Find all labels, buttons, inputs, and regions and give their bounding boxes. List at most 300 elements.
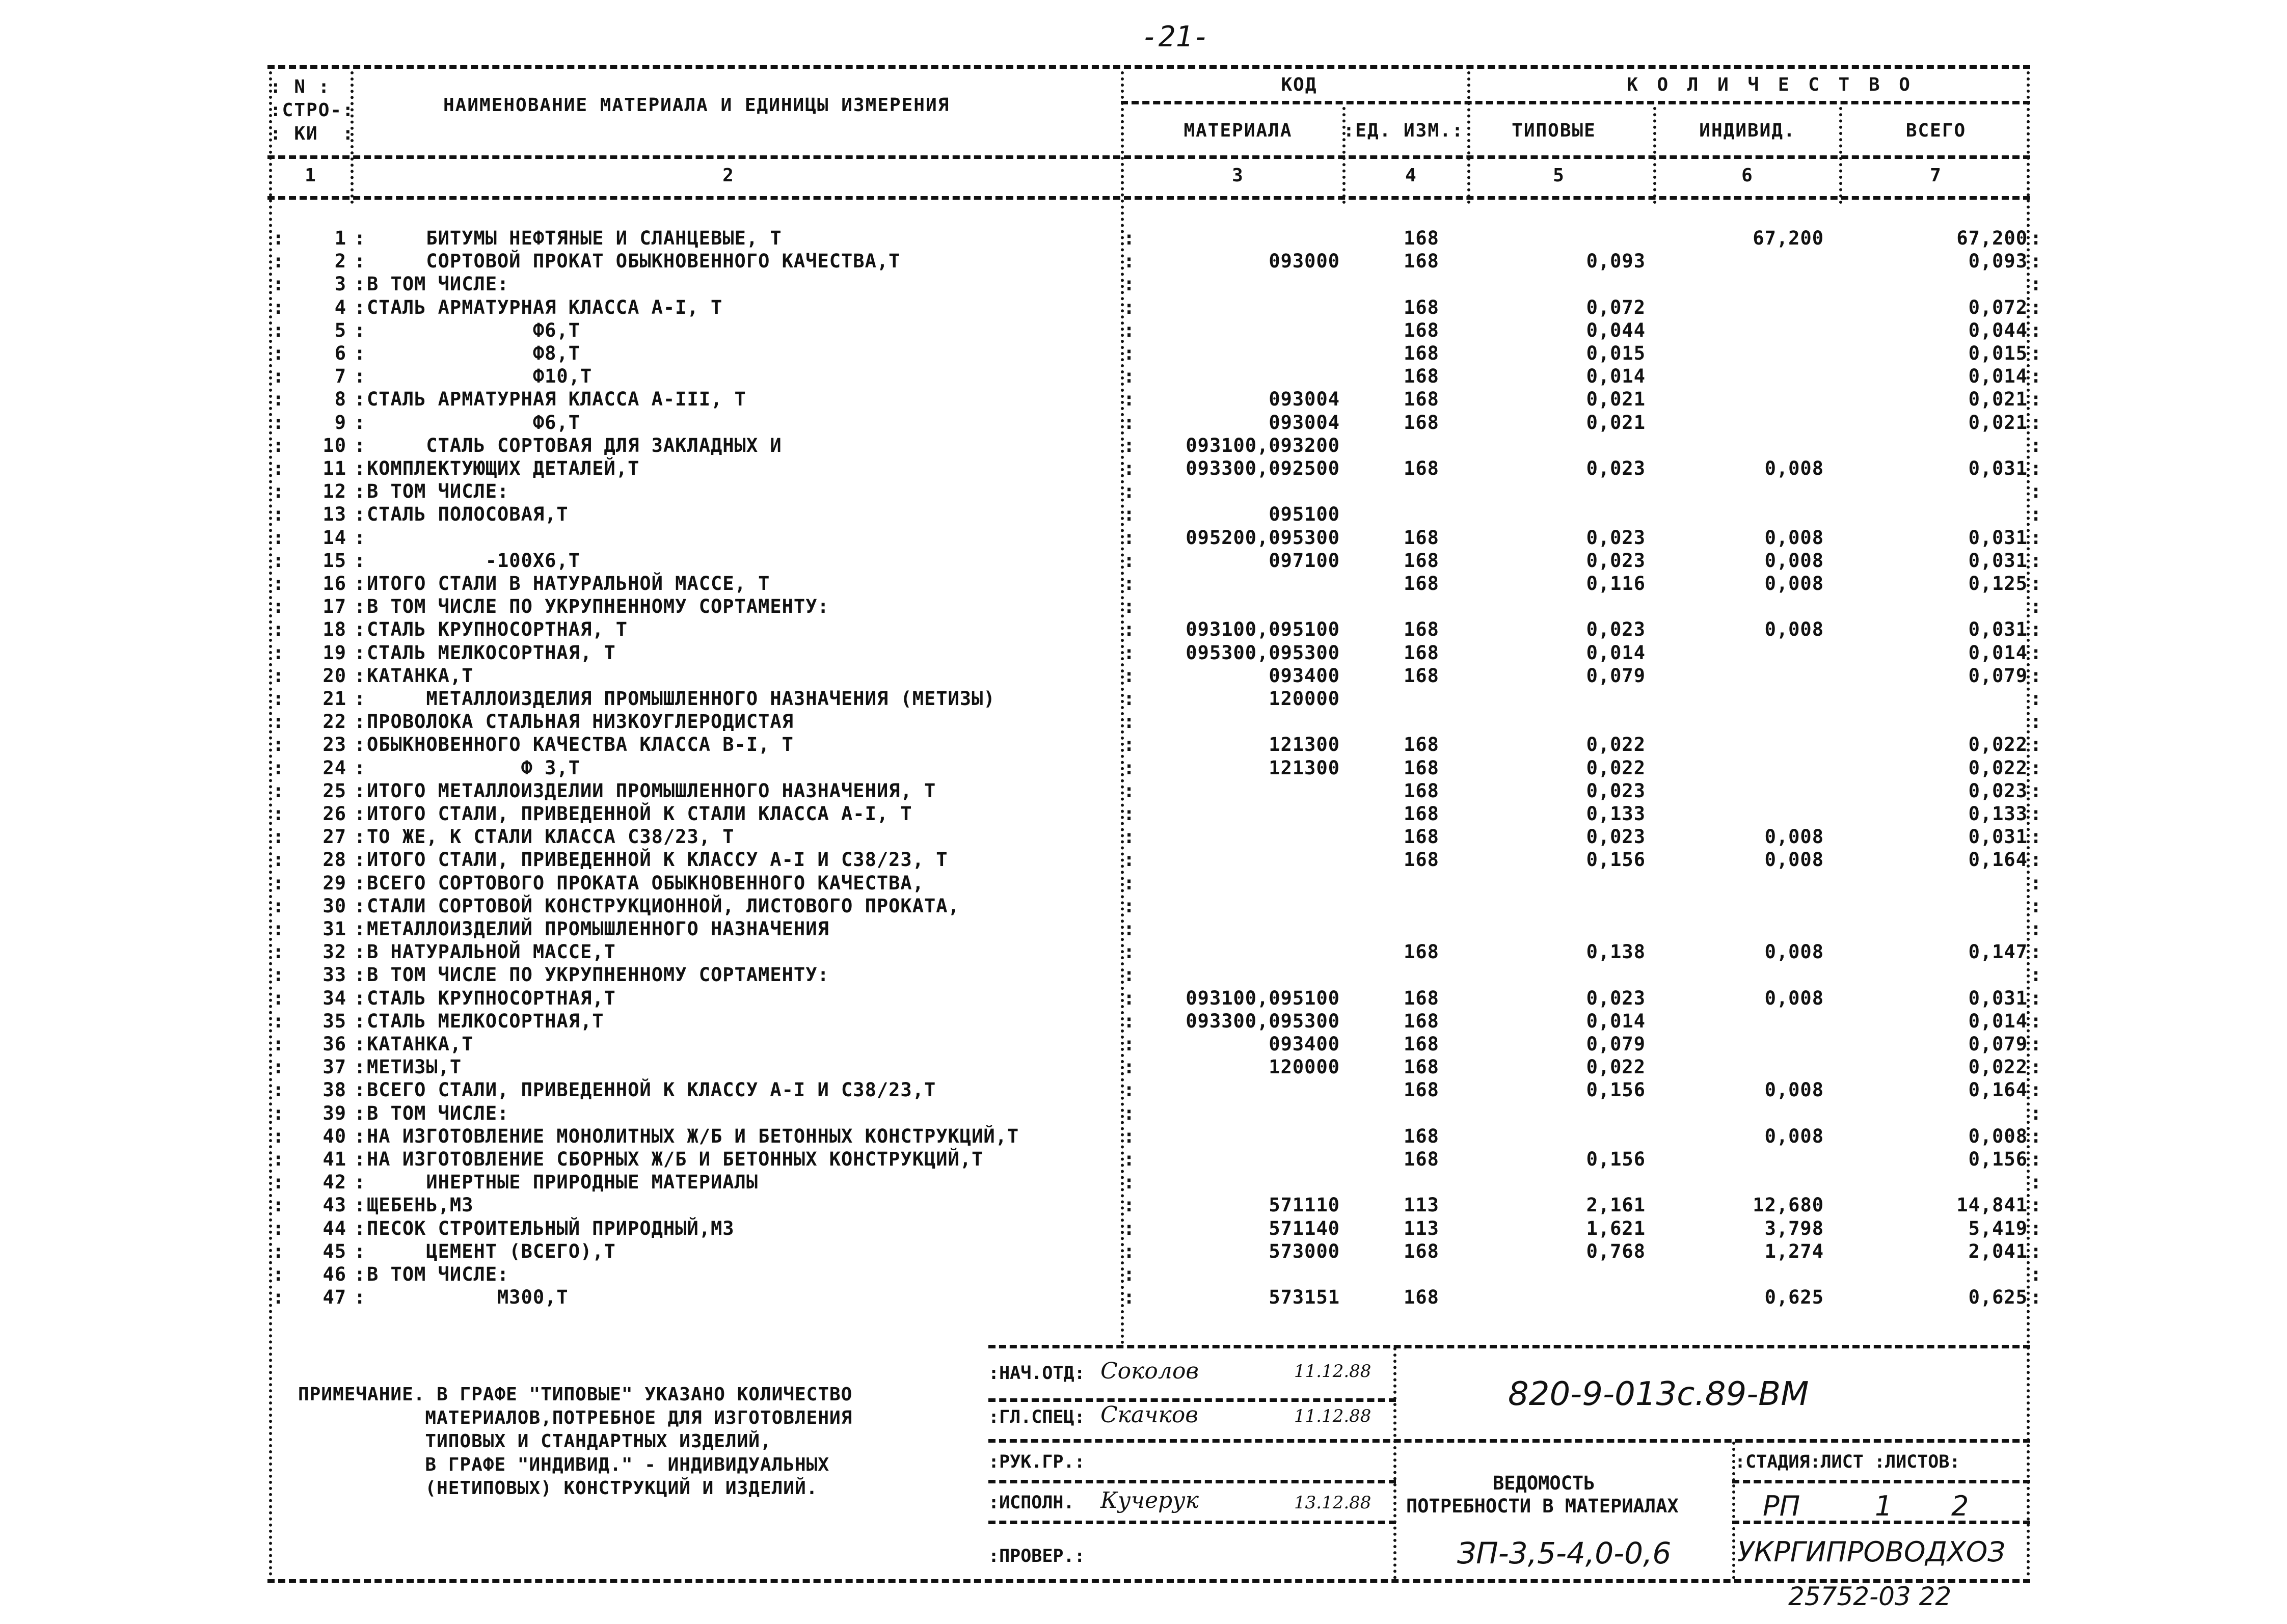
column-separator: : bbox=[2030, 296, 2042, 318]
column-separator: : bbox=[2030, 1286, 2042, 1309]
tb-rule-1 bbox=[988, 1398, 1396, 1402]
qty-individual: 0,008 bbox=[1764, 457, 1824, 479]
column-separator: : bbox=[273, 1056, 285, 1078]
column-separator: : bbox=[2030, 1171, 2042, 1194]
material-code: 093004 bbox=[1269, 411, 1340, 434]
column-separator: : bbox=[354, 365, 366, 388]
column-separator: : bbox=[2030, 1079, 2042, 1101]
row-number: 27 bbox=[322, 826, 346, 848]
column-separator: : bbox=[1123, 664, 1136, 687]
column-separator: : bbox=[1123, 388, 1136, 411]
column-separator: : bbox=[2030, 227, 2042, 249]
column-separator: : bbox=[273, 688, 285, 710]
header-rule-2 bbox=[267, 155, 2030, 159]
column-separator: : bbox=[354, 526, 366, 549]
column-separator: : bbox=[1123, 250, 1136, 273]
column-separator: : bbox=[1123, 895, 1136, 917]
row-number: 20 bbox=[322, 664, 346, 687]
unit-code: 168 bbox=[1404, 941, 1439, 963]
column-separator: : bbox=[1123, 918, 1136, 940]
column-separator: : bbox=[273, 1263, 285, 1285]
column-separator: : bbox=[354, 1171, 366, 1194]
qty-total: 0,133 bbox=[1968, 803, 2028, 825]
column-separator: : bbox=[2030, 1194, 2042, 1216]
material-code: 095100 bbox=[1269, 503, 1340, 526]
header-col-no: : N : :СТРО-: : КИ : bbox=[270, 76, 355, 144]
sheet-value: 1 bbox=[1875, 1490, 1893, 1522]
unit-code: 168 bbox=[1404, 1286, 1439, 1309]
archive-number: 25752-03 22 bbox=[1788, 1582, 1952, 1611]
row-number: 45 bbox=[322, 1240, 346, 1262]
material-name: СОРТОВОЙ ПРОКАТ ОБЫКНОВЕННОГО КАЧЕСТВА,Т bbox=[367, 250, 901, 273]
column-separator: : bbox=[354, 1079, 366, 1101]
row-number: 43 bbox=[322, 1194, 346, 1216]
column-separator: : bbox=[354, 1217, 366, 1239]
column-separator: : bbox=[354, 273, 366, 295]
column-separator: : bbox=[354, 296, 366, 318]
column-separator: : bbox=[273, 549, 285, 572]
row-number: 19 bbox=[322, 641, 346, 664]
column-separator: : bbox=[354, 664, 366, 687]
column-separator: : bbox=[273, 1033, 285, 1055]
column-separator: : bbox=[1123, 549, 1136, 572]
material-name: МЕТАЛЛОИЗДЕЛИЙ ПРОМЫШЛЕННОГО НАЗНАЧЕНИЯ bbox=[367, 918, 829, 940]
material-name: СТАЛЬ ПОЛОСОВАЯ,Т bbox=[367, 503, 569, 526]
qty-total: 0,014 bbox=[1968, 1010, 2028, 1032]
column-separator: : bbox=[273, 250, 285, 273]
column-separator: : bbox=[2030, 641, 2042, 664]
row-number: 33 bbox=[322, 964, 346, 986]
column-separator: : bbox=[273, 872, 285, 894]
column-separator: : bbox=[273, 918, 285, 940]
column-separator: : bbox=[273, 503, 285, 526]
material-name: Ф6,Т bbox=[367, 319, 580, 341]
column-separator: : bbox=[2030, 573, 2042, 594]
column-separator: : bbox=[2030, 480, 2042, 503]
row-number: 3 bbox=[334, 273, 346, 295]
note-line-1: ПРИМЕЧАНИЕ. В ГРАФЕ "ТИПОВЫЕ" УКАЗАНО КОЛИЧЕСТВО bbox=[298, 1384, 853, 1405]
unit-code: 168 bbox=[1404, 803, 1439, 825]
material-code: 093100,095100 bbox=[1186, 987, 1340, 1009]
row-number: 15 bbox=[322, 549, 346, 572]
column-separator: : bbox=[354, 688, 366, 710]
column-separator: : bbox=[273, 734, 285, 756]
header-col-unit: :ЕД. ИЗМ.: bbox=[1343, 120, 1464, 141]
qty-typical: 0,022 bbox=[1586, 756, 1646, 779]
column-separator: : bbox=[273, 1240, 285, 1262]
material-name: МЕТИЗЫ,Т bbox=[367, 1056, 462, 1078]
material-code: 097100 bbox=[1269, 549, 1340, 572]
qty-total: 0,008 bbox=[1968, 1125, 2028, 1147]
column-separator: : bbox=[2030, 688, 2042, 710]
column-separator: : bbox=[354, 964, 366, 986]
column-separator: : bbox=[2030, 618, 2042, 641]
qty-total: 0,031 bbox=[1968, 549, 2028, 572]
column-separator: : bbox=[354, 918, 366, 940]
row-number: 9 bbox=[334, 411, 346, 434]
column-separator: : bbox=[273, 1125, 285, 1147]
column-separator: : bbox=[1123, 227, 1136, 249]
column-separator: : bbox=[273, 964, 285, 986]
unit-code: 168 bbox=[1404, 296, 1439, 318]
column-separator: : bbox=[2030, 711, 2042, 733]
qty-total: 0,021 bbox=[1968, 388, 2028, 411]
row-number: 36 bbox=[322, 1033, 346, 1055]
column-separator: : bbox=[273, 457, 285, 479]
qty-typical: 0,133 bbox=[1586, 803, 1646, 825]
unit-code: 168 bbox=[1404, 618, 1439, 641]
material-name: Ф6,Т bbox=[367, 411, 580, 434]
qty-typical: 2,161 bbox=[1586, 1194, 1646, 1216]
unit-code: 168 bbox=[1404, 849, 1439, 871]
column-separator: : bbox=[1123, 1240, 1136, 1262]
material-name: ИТОГО СТАЛИ В НАТУРАЛЬНОЙ МАССЕ, Т bbox=[367, 573, 770, 594]
qty-total: 0,015 bbox=[1968, 342, 2028, 364]
material-name: В ТОМ ЧИСЛЕ: bbox=[367, 1102, 509, 1124]
column-separator: : bbox=[1123, 803, 1136, 825]
material-name: ПРОВОЛОКА СТАЛЬНАЯ НИЗКОУГЛЕРОДИСТАЯ bbox=[367, 711, 794, 733]
tb-rule-5 bbox=[988, 1521, 1396, 1524]
column-separator: : bbox=[354, 941, 366, 963]
unit-code: 168 bbox=[1404, 756, 1439, 779]
column-separator: : bbox=[2030, 734, 2042, 756]
column-separator: : bbox=[1123, 1125, 1136, 1147]
qty-individual: 1,274 bbox=[1764, 1240, 1824, 1262]
qty-total: 0,014 bbox=[1968, 641, 2028, 664]
column-separator: : bbox=[2030, 826, 2042, 848]
qty-individual: 0,008 bbox=[1764, 941, 1824, 963]
material-name: В ТОМ ЧИСЛЕ: bbox=[367, 273, 509, 295]
column-separator: : bbox=[2030, 434, 2042, 456]
column-separator: : bbox=[2030, 987, 2042, 1009]
qty-typical: 0,014 bbox=[1586, 641, 1646, 664]
column-separator: : bbox=[354, 596, 366, 618]
qty-typical: 0,023 bbox=[1586, 526, 1646, 549]
qty-typical: 0,021 bbox=[1586, 411, 1646, 434]
qty-total: 0,031 bbox=[1968, 987, 2028, 1009]
qty-total: 0,079 bbox=[1968, 1033, 2028, 1055]
gl-spec-label: :ГЛ.СПЕЦ: bbox=[988, 1407, 1085, 1427]
column-separator: : bbox=[1123, 319, 1136, 341]
qty-typical: 0,079 bbox=[1586, 664, 1646, 687]
unit-code: 168 bbox=[1404, 342, 1439, 364]
qty-individual: 0,008 bbox=[1764, 549, 1824, 572]
column-separator: : bbox=[354, 1125, 366, 1147]
row-number: 21 bbox=[322, 688, 346, 710]
header-col-material: МАТЕРИАЛА bbox=[1183, 120, 1293, 141]
nach-otd-label: :НАЧ.ОТД: bbox=[988, 1363, 1085, 1384]
material-name: ОБЫКНОВЕННОГО КАЧЕСТВА КЛАССА В-I, Т bbox=[367, 734, 794, 756]
row-number: 14 bbox=[322, 526, 346, 549]
header-num-4: 4 bbox=[1405, 165, 1417, 186]
qty-individual: 0,008 bbox=[1764, 526, 1824, 549]
material-code: 093100,095100 bbox=[1186, 618, 1340, 641]
qty-total: 0,022 bbox=[1968, 756, 2028, 779]
column-separator: : bbox=[1123, 849, 1136, 871]
column-separator: : bbox=[2030, 342, 2042, 364]
row-number: 32 bbox=[322, 941, 346, 963]
sheet-title-2: ПОТРЕБНОСТИ В МАТЕРИАЛАХ bbox=[1406, 1495, 1679, 1517]
qty-typical: 0,022 bbox=[1586, 734, 1646, 756]
row-number: 17 bbox=[322, 596, 346, 618]
row-number: 35 bbox=[322, 1010, 346, 1032]
column-separator: : bbox=[1123, 1286, 1136, 1309]
qty-individual: 0,008 bbox=[1764, 849, 1824, 871]
column-separator: : bbox=[354, 503, 366, 526]
header-group-code: КОД bbox=[1281, 74, 1317, 95]
material-name: ТО ЖЕ, К СТАЛИ КЛАССА С38/23, Т bbox=[367, 826, 735, 848]
material-code: 121300 bbox=[1269, 756, 1340, 779]
row-number: 39 bbox=[322, 1102, 346, 1124]
unit-code: 168 bbox=[1404, 319, 1439, 341]
note-line-5: (НЕТИПОВЫХ) КОНСТРУКЦИЙ И ИЗДЕЛИЙ. bbox=[298, 1478, 818, 1499]
column-separator: : bbox=[1123, 987, 1136, 1009]
qty-total: 0,031 bbox=[1968, 526, 2028, 549]
column-separator: : bbox=[354, 411, 366, 434]
row-number: 10 bbox=[322, 434, 346, 456]
row-number: 18 bbox=[322, 618, 346, 641]
material-code: 121300 bbox=[1269, 734, 1340, 756]
column-separator: : bbox=[354, 388, 366, 411]
column-separator: : bbox=[1123, 596, 1136, 618]
row-number: 7 bbox=[334, 365, 346, 388]
material-code: 095200,095300 bbox=[1186, 526, 1340, 549]
row-number: 31 bbox=[322, 918, 346, 940]
unit-code: 168 bbox=[1404, 549, 1439, 572]
column-separator: : bbox=[2030, 1125, 2042, 1147]
material-name: ИТОГО СТАЛИ, ПРИВЕДЕННОЙ К КЛАССУ А-I И С38/23, Т bbox=[367, 849, 948, 871]
qty-typical: 0,044 bbox=[1586, 319, 1646, 341]
sep-ind-tot bbox=[1839, 107, 1842, 204]
header-rule-3 bbox=[267, 196, 2030, 200]
column-separator: : bbox=[354, 711, 366, 733]
column-separator: : bbox=[354, 319, 366, 341]
unit-code: 168 bbox=[1404, 526, 1439, 549]
material-code: 571140 bbox=[1269, 1217, 1340, 1239]
sheet-title-1: ВЕДОМОСТЬ bbox=[1493, 1472, 1595, 1494]
material-name: МЕТАЛЛОИЗДЕЛИЯ ПРОМЫШЛЕННОГО НАЗНАЧЕНИЯ (МЕТИЗЫ) bbox=[367, 688, 995, 710]
column-separator: : bbox=[2030, 1033, 2042, 1055]
qty-total: 0,031 bbox=[1968, 457, 2028, 479]
qty-typical: 0,023 bbox=[1586, 618, 1646, 641]
column-separator: : bbox=[2030, 503, 2042, 526]
gl-spec-signature: Скачков bbox=[1100, 1402, 1198, 1428]
column-separator: : bbox=[1123, 434, 1136, 456]
column-separator: : bbox=[1123, 296, 1136, 318]
column-separator: : bbox=[354, 227, 366, 249]
tb-sep-1 bbox=[1393, 1347, 1396, 1579]
material-code: 093300,092500 bbox=[1186, 457, 1340, 479]
column-separator: : bbox=[273, 365, 285, 388]
material-code: 573000 bbox=[1269, 1240, 1340, 1262]
header-num-5: 5 bbox=[1553, 165, 1565, 186]
column-separator: : bbox=[1123, 1033, 1136, 1055]
material-code: 093400 bbox=[1269, 664, 1340, 687]
column-separator: : bbox=[1123, 1056, 1136, 1078]
column-separator: : bbox=[2030, 1263, 2042, 1285]
column-separator: : bbox=[1123, 641, 1136, 664]
column-separator: : bbox=[1123, 756, 1136, 779]
column-separator: : bbox=[273, 1102, 285, 1124]
column-separator: : bbox=[354, 779, 366, 802]
qty-typical: 0,021 bbox=[1586, 388, 1646, 411]
column-separator: : bbox=[354, 1148, 366, 1170]
column-separator: : bbox=[2030, 273, 2042, 295]
qty-individual: 0,008 bbox=[1764, 1079, 1824, 1101]
row-number: 34 bbox=[322, 987, 346, 1009]
qty-typical: 0,079 bbox=[1586, 1033, 1646, 1055]
qty-individual: 3,798 bbox=[1764, 1217, 1824, 1239]
column-separator: : bbox=[1123, 779, 1136, 802]
qty-total: 14,841 bbox=[1956, 1194, 2028, 1216]
qty-individual: 0,008 bbox=[1764, 1125, 1824, 1147]
row-number: 11 bbox=[322, 457, 346, 479]
column-separator: : bbox=[273, 756, 285, 779]
page-bottom-rule bbox=[267, 1579, 2030, 1583]
material-name: КАТАНКА,Т bbox=[367, 664, 474, 687]
column-separator: : bbox=[273, 342, 285, 364]
material-name: В ТОМ ЧИСЛЕ: bbox=[367, 480, 509, 503]
column-separator: : bbox=[354, 434, 366, 456]
column-separator: : bbox=[354, 1240, 366, 1262]
qty-typical: 0,014 bbox=[1586, 365, 1646, 388]
row-number: 8 bbox=[334, 388, 346, 411]
column-separator: : bbox=[1123, 1102, 1136, 1124]
header-mid-rule bbox=[1121, 101, 2030, 104]
column-separator: : bbox=[2030, 872, 2042, 894]
material-name: М300,Т bbox=[367, 1286, 569, 1309]
column-separator: : bbox=[2030, 1240, 2042, 1262]
column-separator: : bbox=[273, 618, 285, 641]
column-separator: : bbox=[1123, 411, 1136, 434]
material-code: 120000 bbox=[1269, 688, 1340, 710]
qty-total: 0,031 bbox=[1968, 826, 2028, 848]
row-number: 44 bbox=[322, 1217, 346, 1239]
material-name: СТАЛЬ МЕЛКОСОРТНАЯ,Т bbox=[367, 1010, 604, 1032]
column-separator: : bbox=[273, 641, 285, 664]
note-line-2: МАТЕРИАЛОВ,ПОТРЕБНОЕ ДЛЯ ИЗГОТОВЛЕНИЯ bbox=[298, 1408, 853, 1428]
qty-total: 2,041 bbox=[1968, 1240, 2028, 1262]
sep-typ-ind bbox=[1653, 107, 1656, 204]
column-separator: : bbox=[354, 618, 366, 641]
column-separator: : bbox=[354, 250, 366, 273]
column-separator: : bbox=[1123, 1010, 1136, 1032]
ispoln-signature: Кучерук bbox=[1100, 1487, 1199, 1513]
qty-total: 0,164 bbox=[1968, 1079, 2028, 1101]
qty-total: 0,023 bbox=[1968, 779, 2028, 802]
column-separator: : bbox=[1123, 573, 1136, 594]
qty-typical: 0,023 bbox=[1586, 779, 1646, 802]
column-separator: : bbox=[1123, 273, 1136, 295]
column-separator: : bbox=[273, 1171, 285, 1194]
column-separator: : bbox=[1123, 1171, 1136, 1194]
column-separator: : bbox=[2030, 941, 2042, 963]
unit-code: 168 bbox=[1404, 1033, 1439, 1055]
unit-code: 168 bbox=[1404, 641, 1439, 664]
column-separator: : bbox=[1123, 1217, 1136, 1239]
material-name: СТАЛЬ МЕЛКОСОРТНАЯ, Т bbox=[367, 641, 616, 664]
column-separator: : bbox=[2030, 1148, 2042, 1170]
column-separator: : bbox=[354, 734, 366, 756]
material-name: Ф10,Т bbox=[367, 365, 593, 388]
stage-header: :СТАДИЯ:ЛИСТ :ЛИСТОВ: bbox=[1735, 1452, 1960, 1472]
column-separator: : bbox=[2030, 1102, 2042, 1124]
document-code: 820-9-013с.89-ВМ bbox=[1508, 1375, 1809, 1413]
row-number: 13 bbox=[322, 503, 346, 526]
header-top-rule bbox=[267, 65, 2030, 69]
material-name: В ТОМ ЧИСЛЕ ПО УКРУПНЕННОМУ СОРТАМЕНТУ: bbox=[367, 596, 829, 618]
column-separator: : bbox=[1123, 941, 1136, 963]
material-name: СТАЛЬ АРМАТУРНАЯ КЛАССА А-I, Т bbox=[367, 296, 723, 318]
material-code: 093004 bbox=[1269, 388, 1340, 411]
qty-typical: 0,768 bbox=[1586, 1240, 1646, 1262]
column-separator: : bbox=[2030, 803, 2042, 825]
column-separator: : bbox=[2030, 596, 2042, 618]
column-separator: : bbox=[1123, 457, 1136, 479]
table-bottom-rule bbox=[988, 1345, 2030, 1348]
row-number: 38 bbox=[322, 1079, 346, 1101]
material-name: ПЕСОК СТРОИТЕЛЬНЫЙ ПРИРОДНЫЙ,М3 bbox=[367, 1217, 735, 1239]
unit-code: 168 bbox=[1404, 227, 1439, 249]
qty-total: 0,125 bbox=[1968, 573, 2028, 594]
column-separator: : bbox=[273, 987, 285, 1009]
qty-typical: 0,156 bbox=[1586, 1148, 1646, 1170]
qty-typical: 0,023 bbox=[1586, 457, 1646, 479]
unit-code: 113 bbox=[1404, 1217, 1439, 1239]
column-separator: : bbox=[354, 895, 366, 917]
qty-typical: 0,138 bbox=[1586, 941, 1646, 963]
row-number: 40 bbox=[322, 1125, 346, 1147]
column-separator: : bbox=[354, 573, 366, 594]
qty-typical: 0,023 bbox=[1586, 549, 1646, 572]
column-separator: : bbox=[1123, 711, 1136, 733]
column-separator: : bbox=[2030, 779, 2042, 802]
material-code: 093400 bbox=[1269, 1033, 1340, 1055]
column-separator: : bbox=[273, 779, 285, 802]
column-separator: : bbox=[273, 1079, 285, 1101]
column-separator: : bbox=[2030, 1217, 2042, 1239]
qty-typical: 0,116 bbox=[1586, 573, 1646, 594]
column-separator: : bbox=[1123, 342, 1136, 364]
nach-otd-date: 11.12.88 bbox=[1294, 1361, 1371, 1382]
row-number: 5 bbox=[334, 319, 346, 341]
qty-total: 0,093 bbox=[1968, 250, 2028, 273]
column-separator: : bbox=[273, 826, 285, 848]
row-number: 25 bbox=[322, 779, 346, 802]
column-separator: : bbox=[1123, 1263, 1136, 1285]
column-separator: : bbox=[354, 1102, 366, 1124]
qty-typical: 0,023 bbox=[1586, 826, 1646, 848]
header-num-3: 3 bbox=[1232, 165, 1244, 186]
column-separator: : bbox=[354, 549, 366, 572]
column-separator: : bbox=[1123, 872, 1136, 894]
column-separator: : bbox=[354, 1010, 366, 1032]
column-separator: : bbox=[354, 342, 366, 364]
qty-total: 0,014 bbox=[1968, 365, 2028, 388]
qty-individual: 0,008 bbox=[1764, 573, 1824, 594]
column-separator: : bbox=[273, 434, 285, 456]
material-name: Ф8,Т bbox=[367, 342, 580, 364]
material-name: В НАТУРАЛЬНОЙ МАССЕ,Т bbox=[367, 941, 616, 963]
material-code: 095300,095300 bbox=[1186, 641, 1340, 664]
nach-otd-signature: Соколов bbox=[1100, 1358, 1199, 1384]
column-separator: : bbox=[273, 1286, 285, 1309]
column-separator: : bbox=[273, 849, 285, 871]
column-separator: : bbox=[273, 480, 285, 503]
column-separator: : bbox=[273, 411, 285, 434]
row-number: 47 bbox=[322, 1286, 346, 1309]
qty-typical: 0,022 bbox=[1586, 1056, 1646, 1078]
